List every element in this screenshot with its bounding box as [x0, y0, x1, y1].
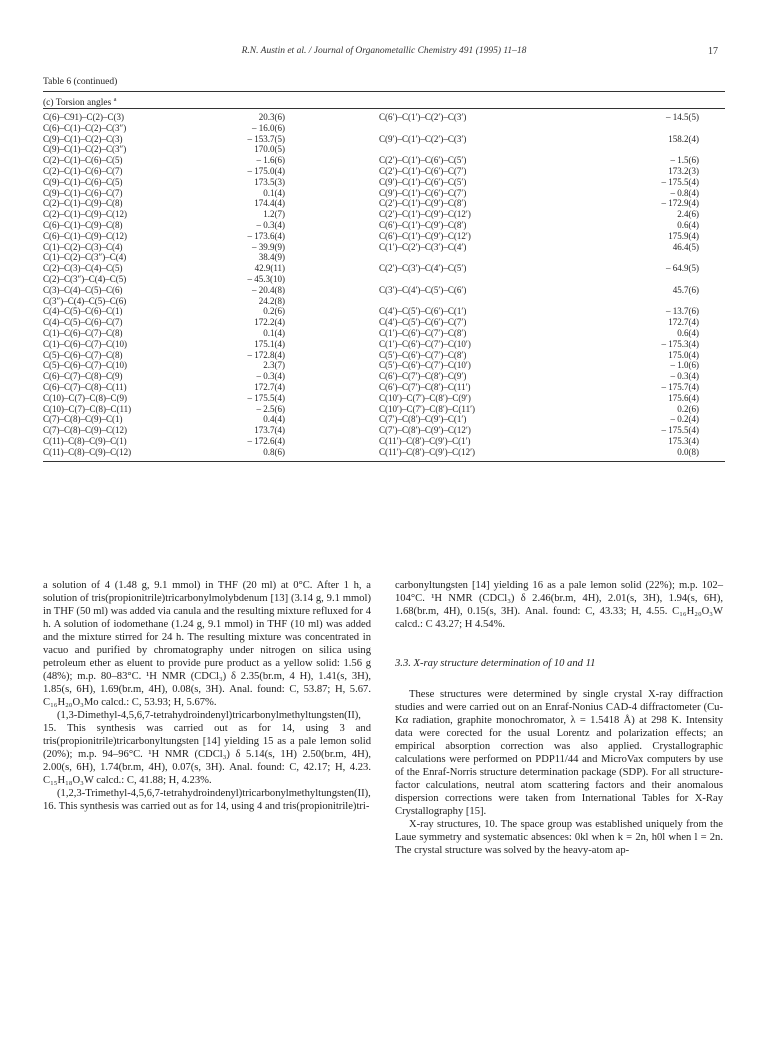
table-row — [43, 144, 725, 155]
table-row — [43, 328, 725, 339]
torsion-left-value: – 0.3(4) — [256, 371, 285, 382]
torsion-right-value: 0.6(4) — [677, 219, 699, 230]
table-row — [43, 382, 725, 393]
table-row — [43, 317, 725, 328]
torsion-angle-table — [43, 112, 725, 458]
torsion-left-value: – 16.0(6) — [252, 122, 285, 133]
torsion-right-value: – 1.5(6) — [670, 155, 699, 166]
torsion-left-value: 20.3(6) — [258, 112, 285, 122]
body-column-right — [395, 579, 723, 857]
torsion-left-label: C(6)–C91)–C(2)–C(3) — [43, 112, 124, 122]
paragraph-xray-method: These structures were determined by single crystal X-ray diffraction studies and were carried out on an Enraf-Nonius CAD-4 diffractometer (Cu-Kα radiation, graphite monochromator, λ = 1.5418 Å) at 298 K. Intensity data were corected for the usual Lorentz and polarization effects; an empirical absorption correction was also applied. Crystallographic calculations were performed on PDP11/44 and MicroVax computers by use of the Enraf-Norris structure determination package (SDP). For all structure-factor calculations, neutral atom scattering factors and their anomalous dispersion corrections were taken from International Tables for X-Ray Crystallography [15]. — [395, 689, 723, 817]
torsion-left-label: C(6)–C(1)–C(9)–C(8) — [43, 219, 123, 230]
table-row — [43, 339, 725, 350]
table-row — [43, 123, 725, 134]
torsion-right-label: C(1′)–C(6′)–C(7′)–C(8′) — [379, 327, 467, 338]
torsion-left-value: – 2.5(6) — [256, 403, 285, 414]
torsion-right-value: 172.7(4) — [668, 317, 699, 328]
torsion-left-label: C(2)–C(1)–C(6)–C(5) — [43, 155, 123, 166]
torsion-left-value: – 175.0(4) — [247, 165, 285, 176]
table-top-rule — [43, 91, 725, 92]
torsion-right-label: C(11′)–C(8′)–C(9′)–C(12′) — [379, 446, 476, 457]
torsion-left-label: C(2)–C(1)–C(6)–C(7) — [43, 165, 123, 176]
paragraph-xray-structures: X-ray structures, 10. The space group was established uniquely from the Laue symmetry and systematic absences: 0kl when k = 2n, h0l when l = 2n. The crystal structure was solved by the heavy-atom ap- — [395, 819, 723, 856]
torsion-right-label: C(2′)–C(3′)–C(4′)–C(5′) — [379, 263, 467, 274]
torsion-left-label: C(2)–C(3)–C(4)–C(5) — [43, 263, 123, 274]
torsion-left-label: C(5)–C(6)–C(7)–C(8) — [43, 349, 123, 360]
table-row — [43, 447, 725, 458]
torsion-right-label: C(9′)–C(1′)–C(6′)–C(5′) — [379, 176, 467, 187]
torsion-right-value: – 0.8(4) — [670, 187, 699, 198]
torsion-left-label: C(5)–C(6)–C(7)–C(10) — [43, 360, 127, 371]
torsion-left-value: 175.1(4) — [254, 338, 285, 349]
torsion-left-value: – 39.9(9) — [252, 241, 285, 252]
running-head: R.N. Austin et al. / Journal of Organometallic Chemistry 491 (1995) 11–18 — [241, 46, 527, 56]
torsion-left-value: 0.1(4) — [263, 187, 285, 198]
torsion-right-label: C(2′)–C(1′)–C(9′)–C(12′) — [379, 209, 471, 220]
torsion-right-value: – 64.9(5) — [666, 263, 699, 274]
torsion-left-value: 174.4(4) — [254, 198, 285, 209]
torsion-right-label: C(10′)–C(7′)–C(8′)–C(11′) — [379, 403, 476, 414]
table-row — [43, 306, 725, 317]
table-row — [43, 166, 725, 177]
torsion-left-label: C(9)–C(1)–C(2)–C(3″) — [43, 144, 127, 155]
torsion-right-value: – 175.5(4) — [661, 425, 699, 436]
paragraph-compound-16: (1,2,3-Trimethyl-4,5,6,7-tetrahydroindenyl)tricarbonylmethyltungsten(II), 16. This synthesis was carried out as for 14, using 4 and tris(propionitrile)tri- — [43, 788, 371, 812]
torsion-right-label: C(5′)–C(6′)–C(7′)–C(8′) — [379, 349, 467, 360]
torsion-left-value: 42.9(11) — [254, 263, 285, 274]
table-footnote-mark: a — [113, 96, 117, 103]
torsion-left-value: – 153.7(5) — [247, 133, 285, 144]
torsion-left-label: C(2)–C(3″)–C(4)–C(5) — [43, 273, 127, 284]
torsion-left-label: C(9)–C(1)–C(6)–C(5) — [43, 176, 123, 187]
torsion-left-value: 38.4(9) — [258, 252, 285, 263]
table-row — [43, 350, 725, 361]
torsion-left-label: C(6)–C(7)–C(8)–C(11) — [43, 381, 127, 392]
paragraph: carbonyltungsten [14] yielding 16 as a pale lemon solid (22%); m.p. 102–104°C. ¹H NMR (CDCl₃) δ 2.46(br.m, 4H), 2.01(s, 3H), 1.94(s, 6H), 1.68(br.m, 4H), 0.15(s, 3H). Anal. found: C, 43.33; H, 4.55. C₁₆H₂₀O₃W calcd.: C 43.27; H 4.54%. — [395, 580, 723, 630]
table-row — [43, 134, 725, 145]
table-row — [43, 188, 725, 199]
torsion-left-value: – 0.3(4) — [256, 219, 285, 230]
torsion-left-value: – 173.6(4) — [247, 230, 285, 241]
torsion-right-label: C(1′)–C(2′)–C(3′)–C(4′) — [379, 241, 467, 252]
table-header-rule — [43, 108, 725, 109]
torsion-right-value: 45.7(6) — [672, 284, 699, 295]
torsion-left-label: C(2)–C(1)–C(9)–C(8) — [43, 198, 123, 209]
torsion-right-label: C(6′)–C(7′)–C(8′)–C(9′) — [379, 371, 467, 382]
torsion-left-value: 173.5(3) — [254, 176, 285, 187]
torsion-left-label: C(4)–C(5)–C(6)–C(7) — [43, 317, 123, 328]
torsion-right-label: C(5′)–C(6′)–C(7′)–C(10′) — [379, 360, 471, 371]
page-number: 17 — [708, 46, 718, 57]
torsion-left-value: – 172.8(4) — [247, 349, 285, 360]
table-row — [43, 177, 725, 188]
torsion-left-label: C(6)–C(1)–C(9)–C(12) — [43, 230, 127, 241]
torsion-right-label: C(9′)–C(1′)–C(6′)–C(7′) — [379, 187, 467, 198]
torsion-right-label: C(7′)–C(8′)–C(9′)–C(12′) — [379, 425, 471, 436]
torsion-left-label: C(1)–C(2)–C(3)–C(4) — [43, 241, 123, 252]
torsion-left-value: – 1.6(6) — [256, 155, 285, 166]
torsion-right-value: – 175.7(4) — [661, 381, 699, 392]
torsion-right-value: 0.6(4) — [677, 327, 699, 338]
table-row — [43, 425, 725, 436]
table-subtitle — [43, 96, 117, 108]
torsion-left-label: C(6)–C(1)–C(2)–C(3″) — [43, 122, 127, 133]
table-row — [43, 263, 725, 274]
torsion-left-value: 0.8(6) — [263, 446, 285, 457]
torsion-right-value: 46.4(5) — [672, 241, 699, 252]
torsion-left-value: 172.2(4) — [254, 317, 285, 328]
torsion-left-label: C(1)–C(6)–C(7)–C(10) — [43, 338, 127, 349]
torsion-left-label: C(11)–C(8)–C(9)–C(12) — [43, 446, 132, 457]
torsion-right-value: – 0.3(4) — [670, 371, 699, 382]
torsion-right-value: 175.3(4) — [668, 435, 699, 446]
torsion-left-value: 172.7(4) — [254, 381, 285, 392]
torsion-left-value: 0.4(4) — [263, 414, 285, 425]
table-row — [43, 112, 725, 123]
torsion-right-value: – 1.0(6) — [670, 360, 699, 371]
torsion-right-label: C(6′)–C(1′)–C(9′)–C(8′) — [379, 219, 467, 230]
torsion-left-value: – 175.5(4) — [247, 392, 285, 403]
torsion-right-value: 175.0(4) — [668, 349, 699, 360]
torsion-left-label: C(6)–C(7)–C(8)–C(9) — [43, 371, 123, 382]
torsion-right-label: C(6′)–C(1′)–C(9′)–C(12′) — [379, 230, 471, 241]
table-row — [43, 371, 725, 382]
table-row — [43, 360, 725, 371]
torsion-right-value: 175.9(4) — [668, 230, 699, 241]
table-row — [43, 414, 725, 425]
table-caption: Table 6 (continued) — [43, 77, 118, 87]
torsion-right-value: – 175.5(4) — [661, 176, 699, 187]
table-row — [43, 231, 725, 242]
torsion-right-value: 175.6(4) — [668, 392, 699, 403]
torsion-right-value: – 172.9(4) — [661, 198, 699, 209]
torsion-left-value: 0.2(6) — [263, 306, 285, 317]
torsion-right-label: C(7′)–C(8′)–C(9′)–C(1′) — [379, 414, 467, 425]
torsion-left-value: 1.2(7) — [263, 209, 285, 220]
torsion-left-value: 173.7(4) — [254, 425, 285, 436]
paragraph-compound-15: (1,3-Dimethyl-4,5,6,7-tetrahydroindenyl)tricarbonylmethyltungsten(II), 15. This synthesis was carried out as for 14, using 3 and tris(propionitrile)tricarbonyltungsten [14] yielding 15 as a pale lemon solid (20%); m.p. 94–96°C. ¹H NMR (CDCl₃) δ 5.14(s, 1H) 2.50(br.m, 4H), 2.00(s, 6H), 1.74(br.m, 4H), 0.07(s, 3H). Anal. found: C, 42.17; H, 4.23. C₁₅H₁₈O₃W calcd.: C, 41.88; H, 4.23%. — [43, 710, 371, 786]
torsion-left-value: – 45.3(10) — [247, 273, 285, 284]
table-row — [43, 393, 725, 404]
torsion-right-value: 0.0(8) — [677, 446, 699, 457]
torsion-right-value: – 13.7(6) — [666, 306, 699, 317]
torsion-left-label: C(4)–C(5)–C(6)–C(1) — [43, 306, 123, 317]
table-subtitle-text: (c) Torsion angles — [43, 98, 112, 109]
torsion-right-label: C(10′)–C(7′)–C(8′)–C(9′) — [379, 392, 471, 403]
torsion-right-label: C(6′)–C(7′)–C(8′)–C(11′) — [379, 381, 471, 392]
torsion-left-label: C(3)–C(4)–C(5)–C(6) — [43, 284, 123, 295]
torsion-right-label: C(3′)–C(4′)–C(5′)–C(6′) — [379, 284, 467, 295]
paragraph: a solution of 4 (1.48 g, 9.1 mmol) in THF (20 ml) at 0°C. After 1 h, a solution of tris(propionitrile)tricarbonylmolybdenum [13] (3.14 g, 9.1 mmol) in THF (50 ml) was added via canula and the resulting mixture refluxed for 4 h. A solution of iodomethane (1.24 g, 9.1 mmol) in THF (10 ml) was added and the mixture stirred for 24 h. The resulting mixture was concentrated in vacuo and purified by chromatography under nitrogen on silica using petroleum ether as eluent to provide pure product as a yellow solid: 1.56 g (48%); m.p. 80–83°C. ¹H NMR (CDCl₃) δ 2.35(br.m, 4 H), 1.41(s, 3H), 1.85(s, 6H), 1.69(br.m, 4H), 0.08(s, 3H). Anal. found: C, 53.87; H, 5.67. C₁₆H₂₀O₃Mo calcd.: C, 53.93; H, 5.67%. — [43, 580, 371, 708]
torsion-left-value: 170.0(5) — [254, 144, 285, 155]
table-row — [43, 220, 725, 231]
torsion-left-label: C(3″)–C(4)–C(5)–C(6) — [43, 295, 127, 306]
torsion-right-value: – 0.2(4) — [670, 414, 699, 425]
section-heading: 3.3. X-ray structure determination of 10 and 11 — [395, 658, 596, 669]
torsion-right-value: 173.2(3) — [668, 165, 699, 176]
torsion-right-label: C(1′)–C(6′)–C(7′)–C(10′) — [379, 338, 471, 349]
table-row — [43, 285, 725, 296]
torsion-right-value: – 175.3(4) — [661, 338, 699, 349]
table-bottom-rule — [43, 461, 725, 462]
torsion-left-value: 2.3(7) — [263, 360, 285, 371]
torsion-right-label: C(4′)–C(5′)–C(6′)–C(7′) — [379, 317, 467, 328]
torsion-left-value: 0.1(4) — [263, 327, 285, 338]
table-row — [43, 155, 725, 166]
torsion-left-label: C(1)–C(6)–C(7)–C(8) — [43, 327, 123, 338]
torsion-left-value: 24.2(8) — [258, 295, 285, 306]
table-row — [43, 198, 725, 209]
torsion-left-value: – 20.4(8) — [252, 284, 285, 295]
torsion-left-label: C(10)–C(7)–C(8)–C(9) — [43, 392, 127, 403]
torsion-right-label: C(2′)–C(1′)–C(6′)–C(7′) — [379, 165, 467, 176]
table-row — [43, 436, 725, 447]
torsion-left-label: C(9)–C(1)–C(6)–C(7) — [43, 187, 123, 198]
table-row — [43, 242, 725, 253]
torsion-right-label: C(2′)–C(1′)–C(6′)–C(5′) — [379, 155, 467, 166]
torsion-right-label: C(6′)–C(1′)–C(2′)–C(3′) — [379, 112, 467, 122]
torsion-left-label: C(1)–C(2)–C(3″)–C(4) — [43, 252, 127, 263]
body-column-left — [43, 579, 371, 813]
torsion-right-value: 2.4(6) — [677, 209, 699, 220]
table-row — [43, 404, 725, 415]
torsion-left-label: C(7)–C(8)–C(9)–C(1) — [43, 414, 123, 425]
torsion-right-label: C(4′)–C(5′)–C(6′)–C(1′) — [379, 306, 467, 317]
table-row — [43, 252, 725, 263]
torsion-left-label: C(2)–C(1)–C(9)–C(12) — [43, 209, 127, 220]
table-row — [43, 209, 725, 220]
torsion-right-label: C(9′)–C(1′)–C(2′)–C(3′) — [379, 133, 467, 144]
torsion-right-value: 0.2(6) — [677, 403, 699, 414]
torsion-right-label: C(11′)–C(8′)–C(9′)–C(1′) — [379, 435, 471, 446]
torsion-left-label: C(9)–C(1)–C(2)–C(3) — [43, 133, 123, 144]
table-row — [43, 274, 725, 285]
table-row — [43, 296, 725, 307]
torsion-left-label: C(11)–C(8)–C(9)–C(1) — [43, 435, 127, 446]
torsion-left-label: C(7)–C(8)–C(9)–C(12) — [43, 425, 127, 436]
torsion-right-label: C(2′)–C(1′)–C(9′)–C(8′) — [379, 198, 467, 209]
torsion-left-value: – 172.6(4) — [247, 435, 285, 446]
torsion-right-value: – 14.5(5) — [666, 112, 699, 122]
torsion-right-value: 158.2(4) — [668, 133, 699, 144]
torsion-left-label: C(10)–C(7)–C(8)–C(11) — [43, 403, 132, 414]
